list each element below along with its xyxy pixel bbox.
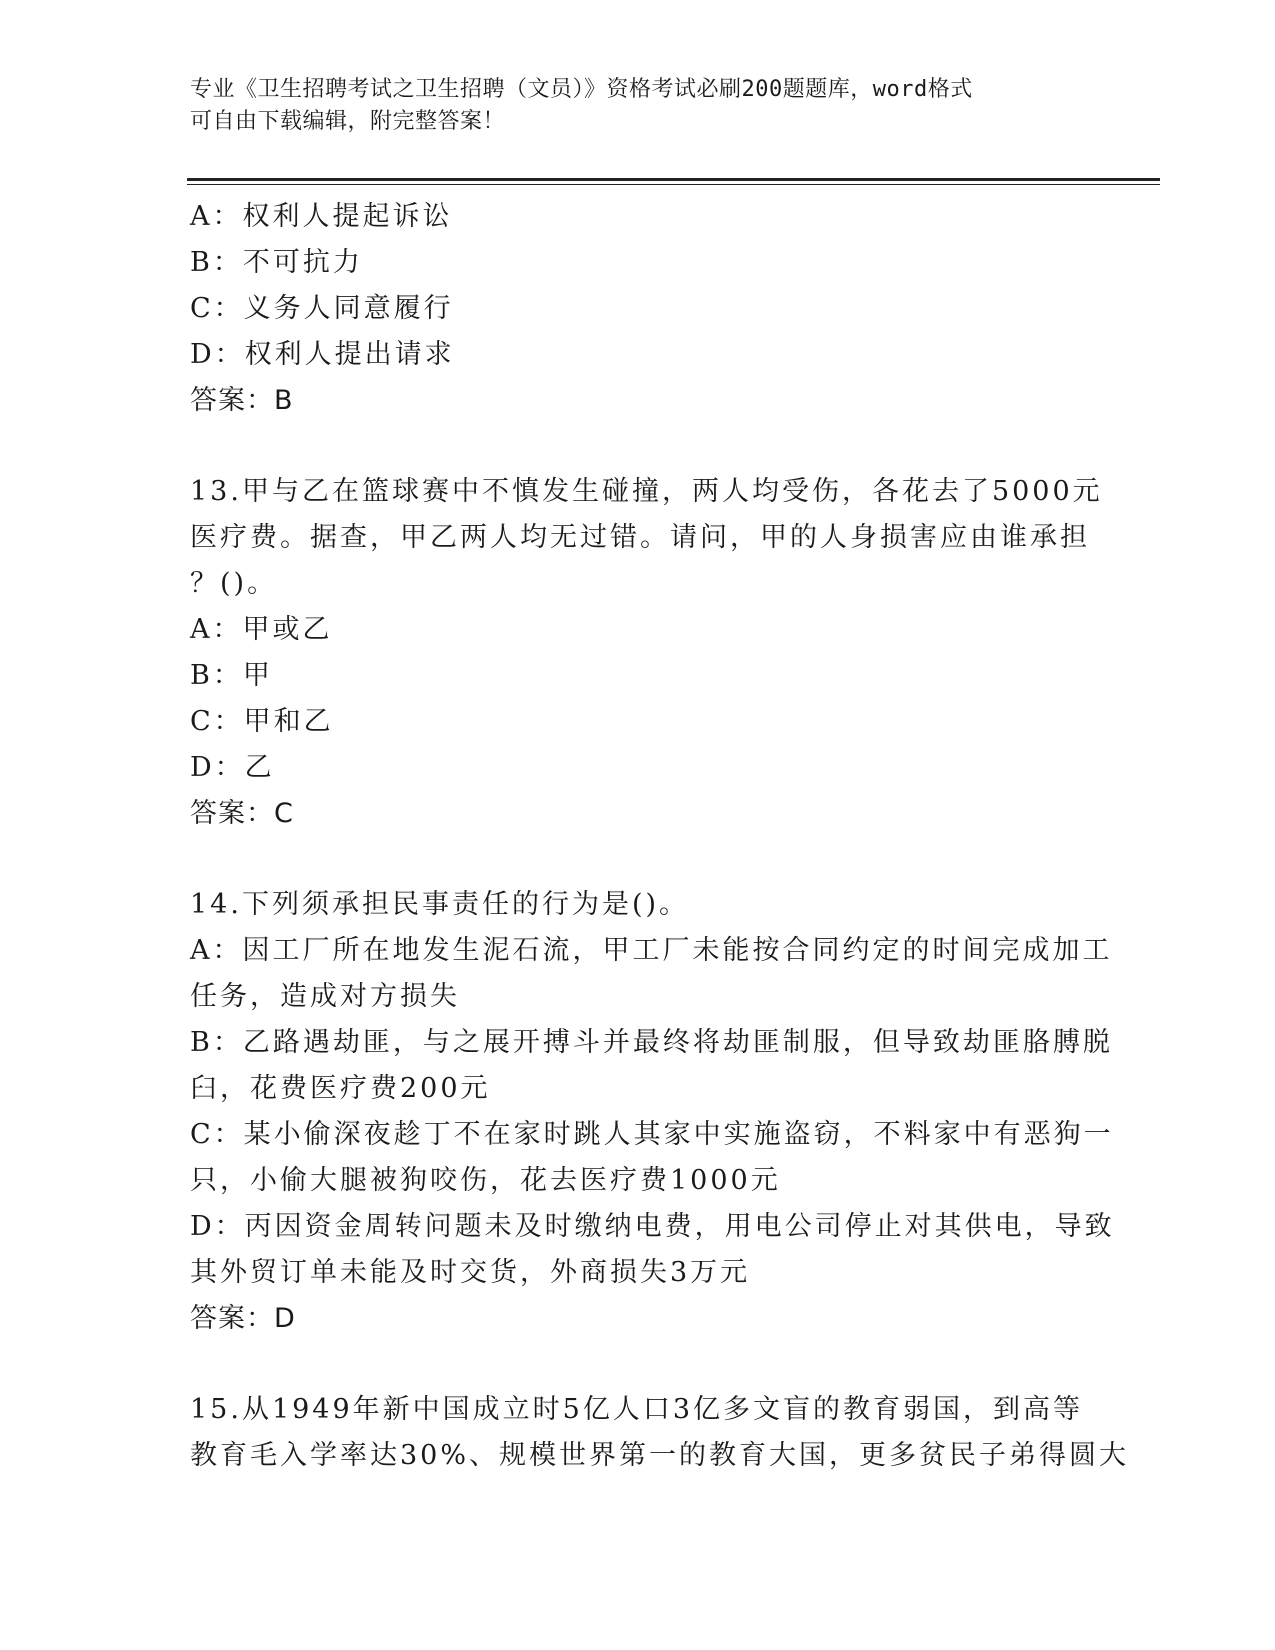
- option-d: D：丙因资金周转问题未及时缴纳电费，用电公司停止对其供电，导致: [190, 1211, 1115, 1242]
- question-stem-line: ？()。: [190, 568, 278, 599]
- option-d: D：权利人提出请求: [190, 339, 455, 370]
- option-b-continued: 臼，花费医疗费200元: [190, 1073, 491, 1104]
- option-c: C：义务人同意履行: [190, 293, 454, 324]
- header-line-2: 可自由下载编辑，附完整答案！: [190, 109, 506, 134]
- question-stem-line: 教育毛入学率达30%、规模世界第一的教育大国，更多贫民子弟得圆大: [190, 1440, 1130, 1471]
- answer: 答案：D: [190, 1303, 296, 1334]
- option-d-continued: 其外贸订单未能及时交货，外商损失3万元: [190, 1257, 751, 1288]
- question-12-options: [190, 194, 1090, 424]
- question-14: [190, 882, 1115, 1342]
- header-divider-thin: [187, 184, 1160, 185]
- answer: 答案：B: [190, 385, 294, 416]
- option-c-continued: 只，小偷大腿被狗咬伤，花去医疗费1000元: [190, 1165, 781, 1196]
- question-15: [190, 1387, 1130, 1479]
- answer: 答案：C: [190, 798, 294, 829]
- question-13: [190, 469, 1103, 837]
- question-stem-line: 医疗费。据查，甲乙两人均无过错。请问，甲的人身损害应由谁承担: [190, 522, 1090, 553]
- header-line-1: 专业《卫生招聘考试之卫生招聘（文员）》资格考试必刷200题题库，word格式: [190, 77, 973, 102]
- option-a-continued: 任务，造成对方损失: [190, 981, 460, 1012]
- option-d: D：乙: [190, 752, 275, 783]
- question-stem: 14.下列须承担民事责任的行为是()。: [190, 889, 690, 920]
- option-b: B：甲: [190, 660, 273, 691]
- question-stem-line: 13.甲与乙在篮球赛中不慎发生碰撞，两人均受伤，各花去了5000元: [190, 476, 1103, 507]
- option-b: B：不可抗力: [190, 247, 363, 278]
- question-stem-line: 15.从1949年新中国成立时5亿人口3亿多文盲的教育弱国，到高等: [190, 1394, 1084, 1425]
- option-a: A：因工厂所在地发生泥石流，甲工厂未能按合同约定的时间完成加工: [190, 935, 1113, 966]
- option-c: C：甲和乙: [190, 706, 334, 737]
- header-divider-thick: [187, 178, 1160, 181]
- option-b: B：乙路遇劫匪，与之展开搏斗并最终将劫匪制服，但导致劫匪胳膊脱: [190, 1027, 1113, 1058]
- document-header: [190, 74, 1070, 138]
- option-c: C：某小偷深夜趁丁不在家时跳人其家中实施盗窃，不料家中有恶狗一: [190, 1119, 1114, 1150]
- question-list: [190, 194, 1130, 1479]
- option-a: A：权利人提起诉讼: [190, 201, 453, 232]
- option-a: A：甲或乙: [190, 614, 333, 645]
